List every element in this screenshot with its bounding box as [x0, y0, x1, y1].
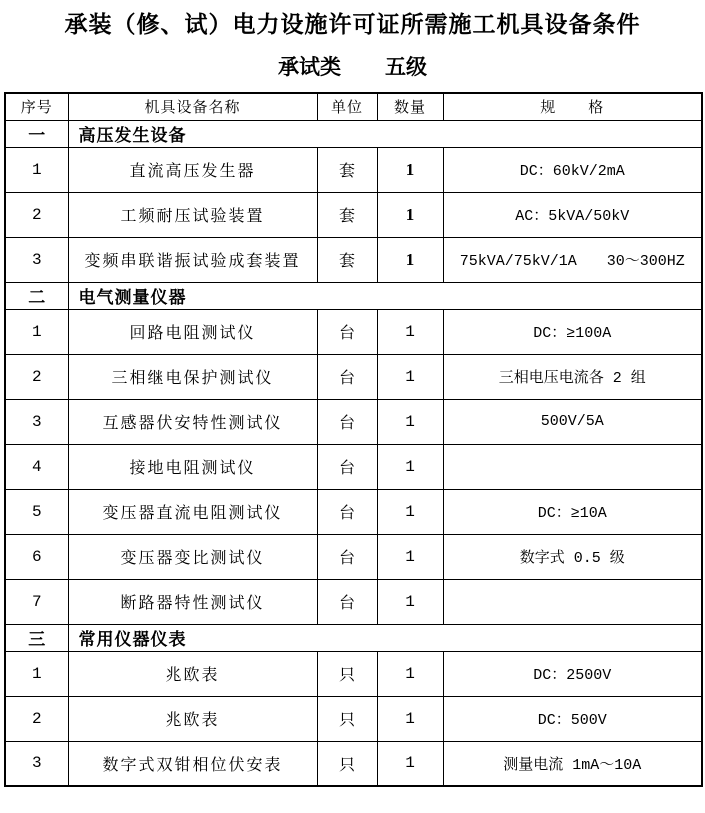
row-number: 4	[5, 444, 68, 489]
quantity-cell: 1	[377, 354, 443, 399]
quantity-cell: 1	[377, 534, 443, 579]
spec-cell: DC：≥100A	[443, 309, 702, 354]
section-row	[5, 120, 702, 147]
spec-cell: 数字式 0.5 级	[443, 534, 702, 579]
spec-cell	[443, 579, 702, 624]
equipment-name: 变压器直流电阻测试仪	[68, 489, 317, 534]
table-row	[5, 696, 702, 741]
equipment-name: 变频串联谐振试验成套装置	[68, 237, 317, 282]
table-header-row	[5, 93, 702, 120]
table-row	[5, 444, 702, 489]
unit-cell: 只	[317, 696, 377, 741]
spec-cell: DC：500V	[443, 696, 702, 741]
unit-cell: 台	[317, 444, 377, 489]
page-title: 承装（修、试）电力设施许可证所需施工机具设备条件	[64, 11, 641, 37]
equipment-name: 直流高压发生器	[68, 147, 317, 192]
row-number: 2	[5, 696, 68, 741]
column-header-spec: 规 格	[443, 93, 702, 120]
quantity-cell: 1	[377, 444, 443, 489]
quantity-cell: 1	[377, 192, 443, 237]
unit-cell: 只	[317, 741, 377, 786]
quantity-cell: 1	[377, 309, 443, 354]
table-row	[5, 147, 702, 192]
row-number: 1	[5, 309, 68, 354]
quantity-cell: 1	[377, 579, 443, 624]
unit-cell: 台	[317, 534, 377, 579]
spec-cell: 500V/5A	[443, 399, 702, 444]
unit-cell: 台	[317, 489, 377, 534]
equipment-name: 数字式双钳相位伏安表	[68, 741, 317, 786]
section-index: 一	[5, 120, 68, 147]
unit-cell: 套	[317, 237, 377, 282]
quantity-cell: 1	[377, 651, 443, 696]
spec-cell	[443, 444, 702, 489]
unit-cell: 套	[317, 192, 377, 237]
table-row	[5, 489, 702, 534]
spec-cell: DC：≥10A	[443, 489, 702, 534]
spec-cell: AC：5kVA/50kV	[443, 192, 702, 237]
spec-cell: 75kVA/75kV/1A 30～300HZ	[443, 237, 702, 282]
unit-cell: 台	[317, 399, 377, 444]
section-index: 三	[5, 624, 68, 651]
table-row	[5, 399, 702, 444]
quantity-cell: 1	[377, 741, 443, 786]
unit-cell: 套	[317, 147, 377, 192]
section-title: 电气测量仪器	[68, 282, 702, 309]
section-title: 高压发生设备	[68, 120, 702, 147]
row-number: 1	[5, 147, 68, 192]
table-row	[5, 237, 702, 282]
equipment-table	[4, 92, 703, 787]
quantity-cell: 1	[377, 489, 443, 534]
spec-cell: 测量电流 1mA～10A	[443, 741, 702, 786]
quantity-cell: 1	[377, 147, 443, 192]
equipment-name: 变压器变比测试仪	[68, 534, 317, 579]
spec-cell: DC：60kV/2mA	[443, 147, 702, 192]
table-row	[5, 309, 702, 354]
spec-cell: 三相电压电流各 2 组	[443, 354, 702, 399]
category-label: 承试类	[278, 56, 341, 79]
row-number: 1	[5, 651, 68, 696]
table-row	[5, 192, 702, 237]
row-number: 3	[5, 399, 68, 444]
quantity-cell: 1	[377, 696, 443, 741]
unit-cell: 台	[317, 309, 377, 354]
section-index: 二	[5, 282, 68, 309]
equipment-name: 兆欧表	[68, 696, 317, 741]
column-header-name: 机具设备名称	[68, 93, 317, 120]
column-header-no: 序号	[5, 93, 68, 120]
spec-cell: DC：2500V	[443, 651, 702, 696]
equipment-name: 回路电阻测试仪	[68, 309, 317, 354]
table-row	[5, 741, 702, 786]
row-number: 7	[5, 579, 68, 624]
unit-cell: 台	[317, 579, 377, 624]
column-header-qty: 数量	[377, 93, 443, 120]
equipment-name: 三相继电保护测试仪	[68, 354, 317, 399]
row-number: 2	[5, 192, 68, 237]
table-row	[5, 651, 702, 696]
unit-cell: 只	[317, 651, 377, 696]
row-number: 3	[5, 741, 68, 786]
row-number: 3	[5, 237, 68, 282]
equipment-name: 断路器特性测试仪	[68, 579, 317, 624]
unit-cell: 台	[317, 354, 377, 399]
equipment-name: 接地电阻测试仪	[68, 444, 317, 489]
level-label: 五级	[385, 56, 427, 79]
equipment-name: 兆欧表	[68, 651, 317, 696]
table-row	[5, 354, 702, 399]
equipment-name: 工频耐压试验装置	[68, 192, 317, 237]
section-title: 常用仪器仪表	[68, 624, 702, 651]
section-row	[5, 282, 702, 309]
table-row	[5, 534, 702, 579]
column-header-unit: 单位	[317, 93, 377, 120]
row-number: 5	[5, 489, 68, 534]
section-row	[5, 624, 702, 651]
quantity-cell: 1	[377, 399, 443, 444]
row-number: 2	[5, 354, 68, 399]
quantity-cell: 1	[377, 237, 443, 282]
table-row	[5, 579, 702, 624]
page-subtitle	[0, 54, 705, 81]
equipment-name: 互感器伏安特性测试仪	[68, 399, 317, 444]
row-number: 6	[5, 534, 68, 579]
